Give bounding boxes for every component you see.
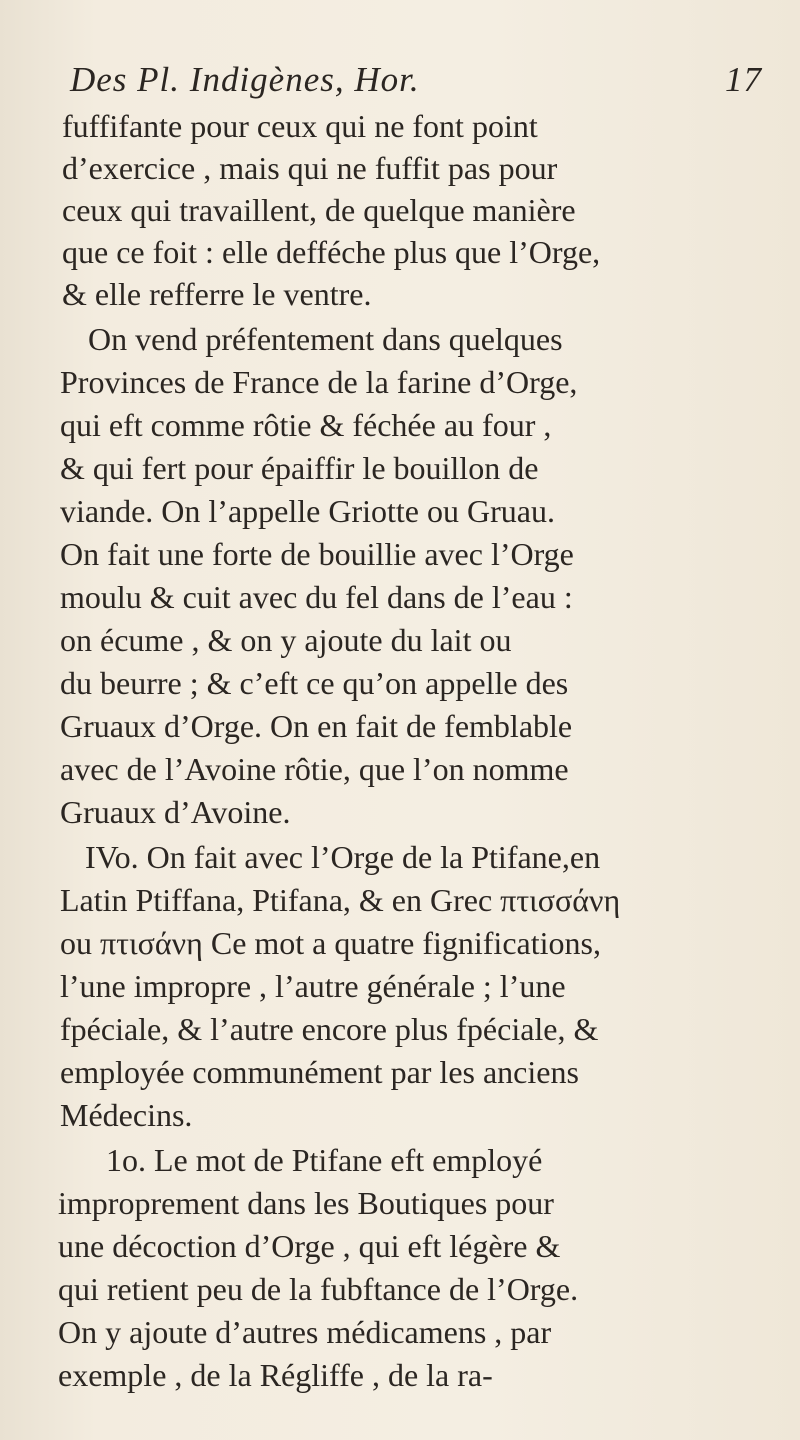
text-line: qui eft comme rôtie & féchée au four , <box>60 407 552 443</box>
text-line: Médecins. <box>60 1097 193 1133</box>
running-title: Des Pl. Indigènes, Hor. <box>70 60 420 99</box>
text-line: moulu & cuit avec du fel dans de l’eau : <box>60 579 573 615</box>
text-line: fpéciale, & l’autre encore plus fpéciale, & <box>60 1011 599 1047</box>
text-line: IVo. On fait avec l’Orge de la Ptifane,en <box>85 839 601 875</box>
page-number: 17 <box>725 60 762 99</box>
text-line: Gruaux d’Avoine. <box>60 794 291 830</box>
text-line: Latin Ptiffana, Ptifana, & en Grec πτισσάνη <box>60 882 621 918</box>
text-line: ceux qui travaillent, de quelque manière <box>62 192 576 228</box>
text-line: improprement dans les Boutiques pour <box>58 1185 554 1221</box>
text-line: on écume , & on y ajoute du lait ou <box>60 622 512 658</box>
text-line: Provinces de France de la farine d’Orge, <box>60 364 578 400</box>
text-line: On vend préfentement dans quelques <box>88 321 563 357</box>
text-line: & elle refferre le ventre. <box>62 276 372 312</box>
text-line: On fait une forte de bouillie avec l’Orge <box>60 536 574 572</box>
text-line: Gruaux d’Orge. On en fait de femblable <box>60 708 573 744</box>
text-line: que ce foit : elle defféche plus que l’Orge, <box>62 234 601 270</box>
text-line: une décoction d’Orge , qui eft légère & <box>58 1228 561 1264</box>
text-line: ou πτισάνη Ce mot a quatre fignifications, <box>60 925 601 961</box>
text-line: qui retient peu de la fubftance de l’Orge. <box>58 1271 579 1307</box>
text-line: exemple , de la Régliffe , de la ra- <box>58 1357 493 1393</box>
page-header <box>70 60 770 104</box>
text-line: fuffifante pour ceux qui ne font point <box>62 108 538 144</box>
text-line: & qui fert pour épaiffir le bouillon de <box>60 450 539 486</box>
text-line: l’une impropre , l’autre générale ; l’une <box>60 968 566 1004</box>
text-line: 1o. Le mot de Ptifane eft employé <box>106 1142 543 1178</box>
text-line: avec de l’Avoine rôtie, que l’on nomme <box>60 751 569 787</box>
text-line: du beurre ; & c’eft ce qu’on appelle des <box>60 665 569 701</box>
text-line: d’exercice , mais qui ne fuffit pas pour <box>62 150 558 186</box>
text-line: viande. On l’appelle Griotte ou Gruau. <box>60 493 555 529</box>
text-line: employée communément par les anciens <box>60 1054 579 1090</box>
text-line: On y ajoute d’autres médicamens , par <box>58 1314 552 1350</box>
